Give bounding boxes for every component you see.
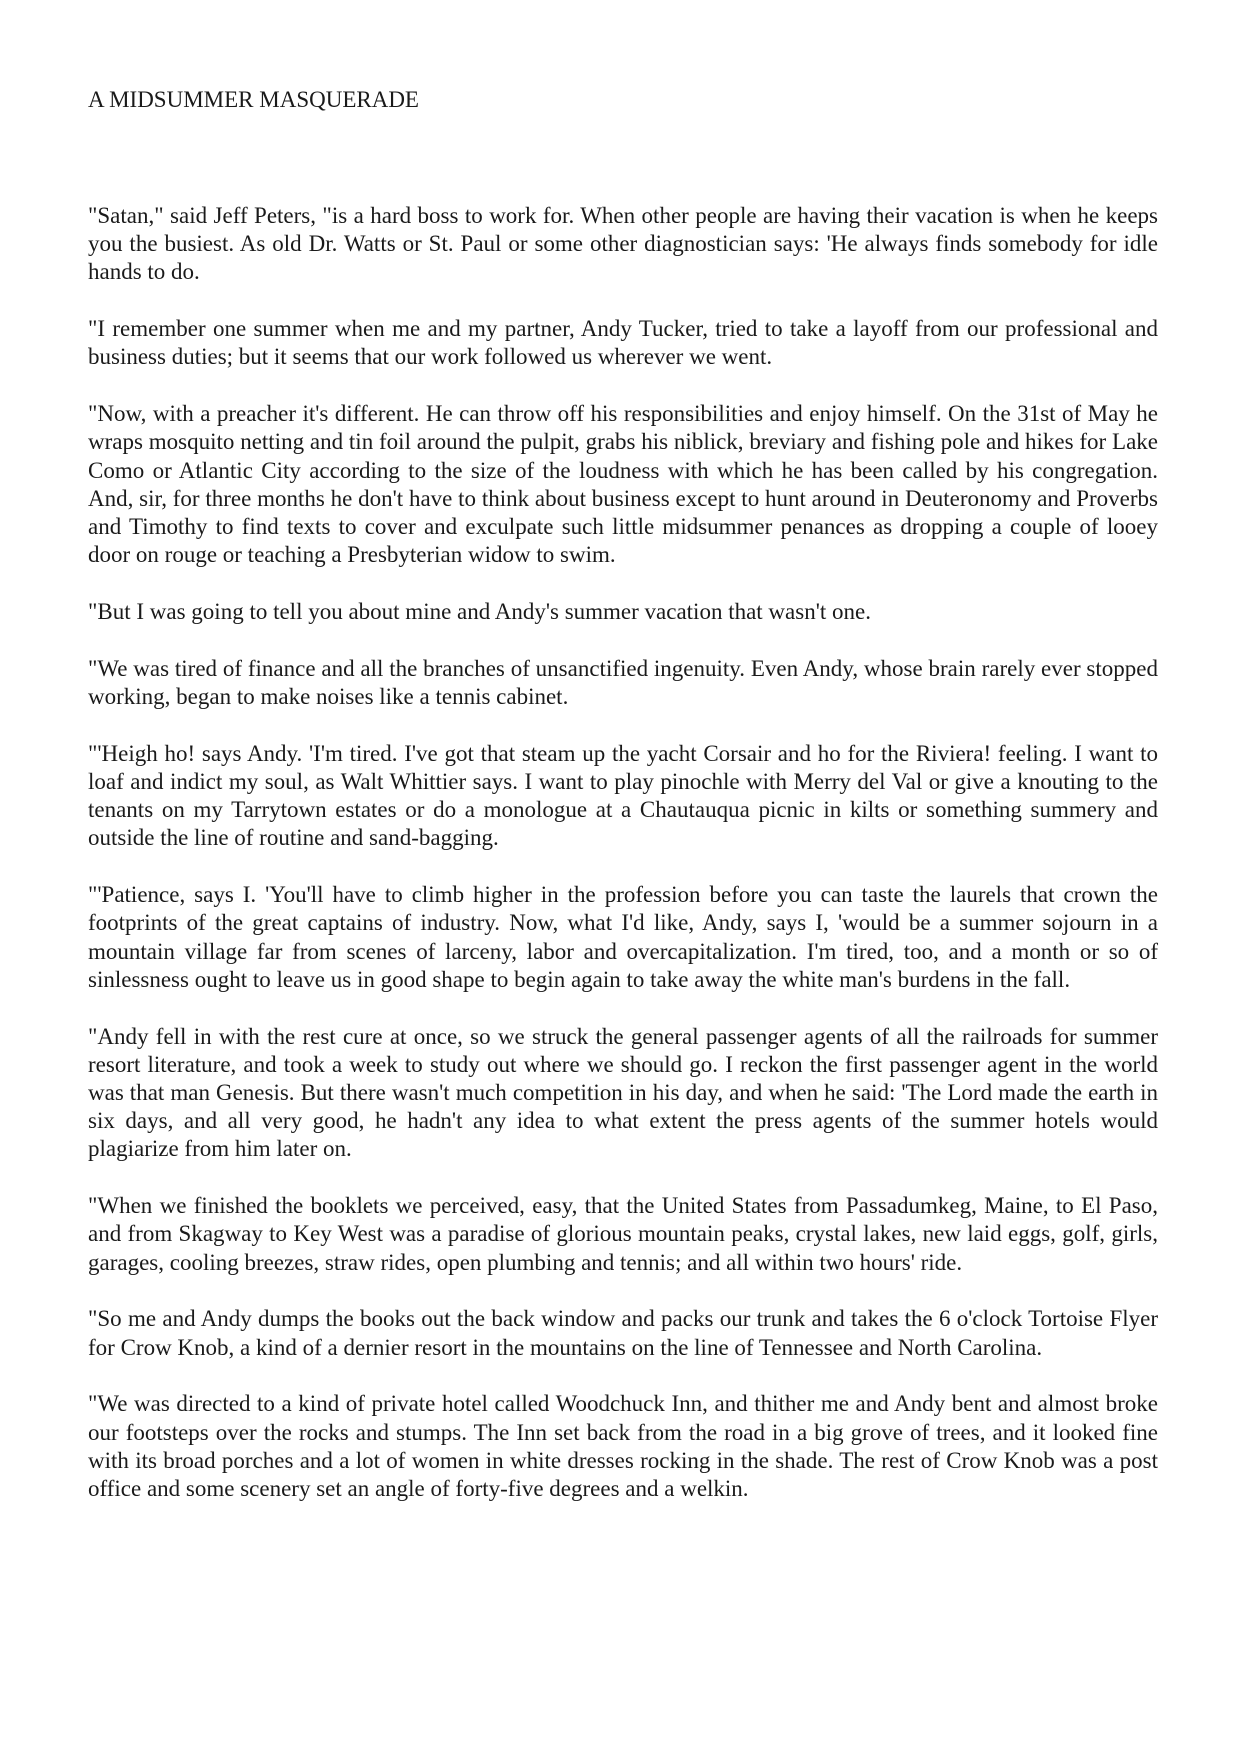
document-body	[88, 202, 1158, 1532]
paragraph: "Andy fell in with the rest cure at once, so we struck the general passenger agents of all the railroads for summer resort literature, and took a week to study out where we should go. I reckon the first passenger agent in the world was that man Genesis. But there wasn't much competition in his day, and when he said: 'The Lord made the earth in six days, and all very good, he hadn't any idea to what extent the press agents of the summer hotels would plagiarize from him later on.	[88, 1023, 1158, 1162]
paragraph: "So me and Andy dumps the books out the back window and packs our trunk and takes the 6 o'clock Tortoise Flyer for Crow Knob, a kind of a dernier resort in the mountains on the line of Tennessee and North Carolina.	[88, 1306, 1158, 1360]
paragraph: "But I was going to tell you about mine and Andy's summer vacation that wasn't one.	[88, 599, 871, 625]
paragraph: "I remember one summer when me and my partner, Andy Tucker, tried to take a layoff from our professional and business duties; but it seems that our work followed us wherever we went.	[88, 316, 1158, 370]
paragraph: "When we finished the booklets we perceived, easy, that the United States from Passadumkeg, Maine, to El Paso, and from Skagway to Key West was a paradise of glorious mountain peaks, crystal lakes, new laid eggs, golf, girls, garages, cooling breezes, straw rides, open plumbing and tennis; and all within two hours' ride.	[88, 1193, 1158, 1275]
paragraph: "We was directed to a kind of private hotel called Woodchuck Inn, and thither me and Andy bent and almost broke our footsteps over the rocks and stumps. The Inn set back from the road in a big grove of trees, and it looked fine with its broad porches and a lot of women in white dresses rocking in the shade. The rest of Crow Knob was a post office and some scenery set an angle of forty-five degrees and a welkin.	[88, 1391, 1158, 1502]
page-title: A MIDSUMMER MASQUERADE	[88, 87, 419, 112]
paragraph: "Now, with a preacher it's different. He can throw off his responsibilities and enjoy himself. On the 31st of May he wraps mosquito netting and tin foil around the pulpit, grabs his niblick, breviary and fishing pole and hikes for Lake Como or Atlantic City according to the size of the loudness with which he has been called by his congregation. And, sir, for three months he don't have to think about business except to hunt around in Deuteronomy and Proverbs and Timothy to find texts to cover and exculpate such little midsummer penances as dropping a couple of looey door on rouge or teaching a Presbyterian widow to swim.	[88, 401, 1158, 568]
paragraph: "Satan," said Jeff Peters, "is a hard boss to work for. When other people are having their vacation is when he keeps you the busiest. As old Dr. Watts or St. Paul or some other diagnostician says: 'He always finds somebody for idle hands to do.	[88, 203, 1158, 285]
paragraph: "'Heigh ho! says Andy. 'I'm tired. I've got that steam up the yacht Corsair and ho for the Riviera! feeling. I want to loaf and indict my soul, as Walt Whittier says. I want to play pinochle with Merry del Val or give a knouting to the tenants on my Tarrytown estates or do a monologue at a Chautauqua picnic in kilts or something summery and outside the line of routine and sand-bagging.	[88, 740, 1158, 851]
paragraph: "'Patience, says I. 'You'll have to climb higher in the profession before you can taste the laurels that crown the footprints of the great captains of industry. Now, what I'd like, Andy, says I, 'would be a summer sojourn in a mountain village far from scenes of larceny, labor and overcapitalization. I'm tired, too, and a month or so of sinlessness ought to leave us in good shape to begin again to take away the white man's burdens in the fall.	[88, 882, 1158, 992]
paragraph: "We was tired of finance and all the branches of unsanctified ingenuity. Even Andy, whose brain rarely ever stopped working, began to make noises like a tennis cabinet.	[88, 655, 1158, 710]
